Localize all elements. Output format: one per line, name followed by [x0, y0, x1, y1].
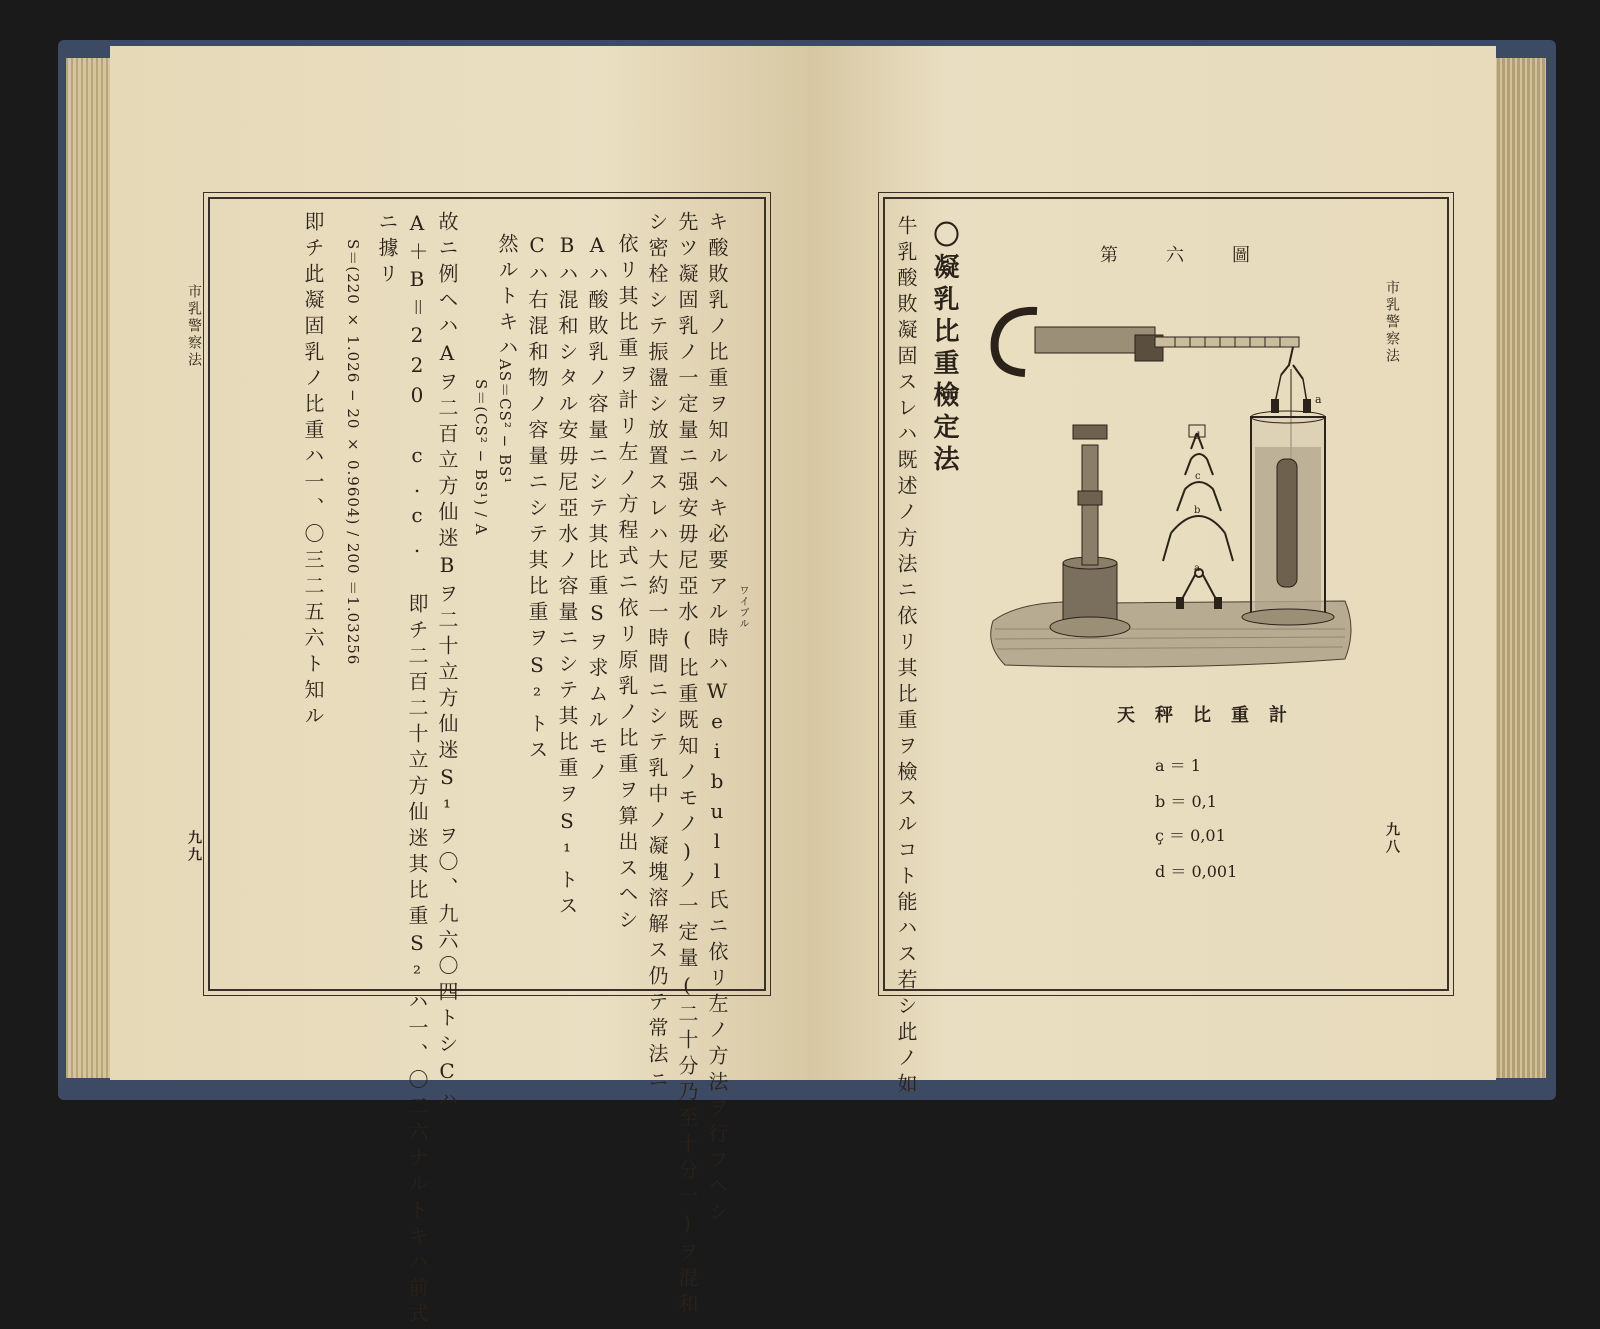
text-column: A＋B＝220 c.c. 即チ二百二十立方仙迷其比重S²ハ一、〇二六ナルトキハ前式	[405, 211, 429, 1329]
legend-line: ç ＝ 0,01	[1155, 826, 1226, 845]
legend-line: d ＝ 0,001	[1155, 862, 1238, 881]
legend-line: b ＝ 0,1	[1155, 792, 1217, 811]
text-column: 然ルトキハ	[495, 233, 519, 363]
text-column: 即チ此凝固乳ノ比重ハ一、〇三二五六ト知ル	[301, 211, 325, 731]
right-text-frame	[883, 197, 1449, 1099]
page-edges-right	[1490, 58, 1546, 1078]
text-column: Aハ酸敗乳ノ容量ニシテ其比重Sヲ求ムルモノ	[585, 233, 609, 787]
ruby-annotation: ワイブル	[737, 585, 748, 629]
text-column: Cハ右混和物ノ容量ニシテ其比重ヲS²トス	[525, 233, 549, 765]
figure-caption: 天秤比重計	[1117, 705, 1307, 726]
page-number-left: 九九	[186, 830, 202, 864]
legend-line: a ＝ 1	[1155, 756, 1201, 775]
left-text-frame	[208, 197, 766, 1329]
hook-label-a: a	[1315, 393, 1322, 406]
part-label-d: d	[1194, 431, 1201, 442]
figure-title: 第六圖	[1100, 245, 1298, 266]
formula-as: AS＝CS² − BS¹	[496, 359, 514, 485]
text-column: キ酸敗乳ノ比重ヲ知ルヘキ必要アル時ハWeibull氏ニ依リ左ノ方法ヲ行フヘシ	[705, 211, 729, 1227]
balance-hydrometer-illustration	[985, 299, 1365, 689]
part-label-b: b	[1194, 505, 1201, 516]
formula-calculation: S＝(220 × 1.026 − 20 × 0.9604) / 200 ＝1.03256	[344, 239, 362, 666]
section-heading: 〇凝乳比重檢定法	[929, 221, 959, 477]
text-column: ニ據リ	[375, 211, 399, 289]
part-label-c: c	[1195, 471, 1201, 482]
text-column: Bハ混和シタル安毋尼亞水ノ容量ニシテ其比重ヲS¹トス	[555, 233, 579, 921]
running-title-left: 市乳警察法	[186, 284, 202, 369]
text-column: 故ニ例ヘハAヲ二百立方仙迷Bヲ二十立方仙迷S¹ヲ〇、九六〇四トシCハ	[435, 211, 459, 1115]
text-column: 先ツ凝固乳ノ一定量ニ强安毋尼亞水(比重既知ノモノ)ノ一定量(二十分乃至十分一)ヲ混和	[675, 211, 699, 1319]
text-column: 依リ其比重ヲ計リ左ノ方程式ニ依リ原乳ノ比重ヲ算出スヘシ	[615, 233, 639, 935]
page-edges-left	[66, 58, 116, 1078]
text-column: シ密栓シテ振盪シ放置スレハ大約一時間ニシテ乳中ノ凝塊溶解ス仍テ常法ニ	[645, 211, 669, 1095]
formula-s: S＝(CS² − BS¹) / A	[472, 379, 490, 536]
page-number-right: 九八	[1384, 822, 1400, 856]
text-column: 牛乳酸敗凝固スレハ既述ノ方法ニ依リ其比重ヲ檢スルコト能ハス若シ此ノ如	[894, 215, 918, 1099]
part-label-a: a	[1194, 563, 1200, 574]
running-title-right: 市乳警察法	[1384, 280, 1400, 365]
